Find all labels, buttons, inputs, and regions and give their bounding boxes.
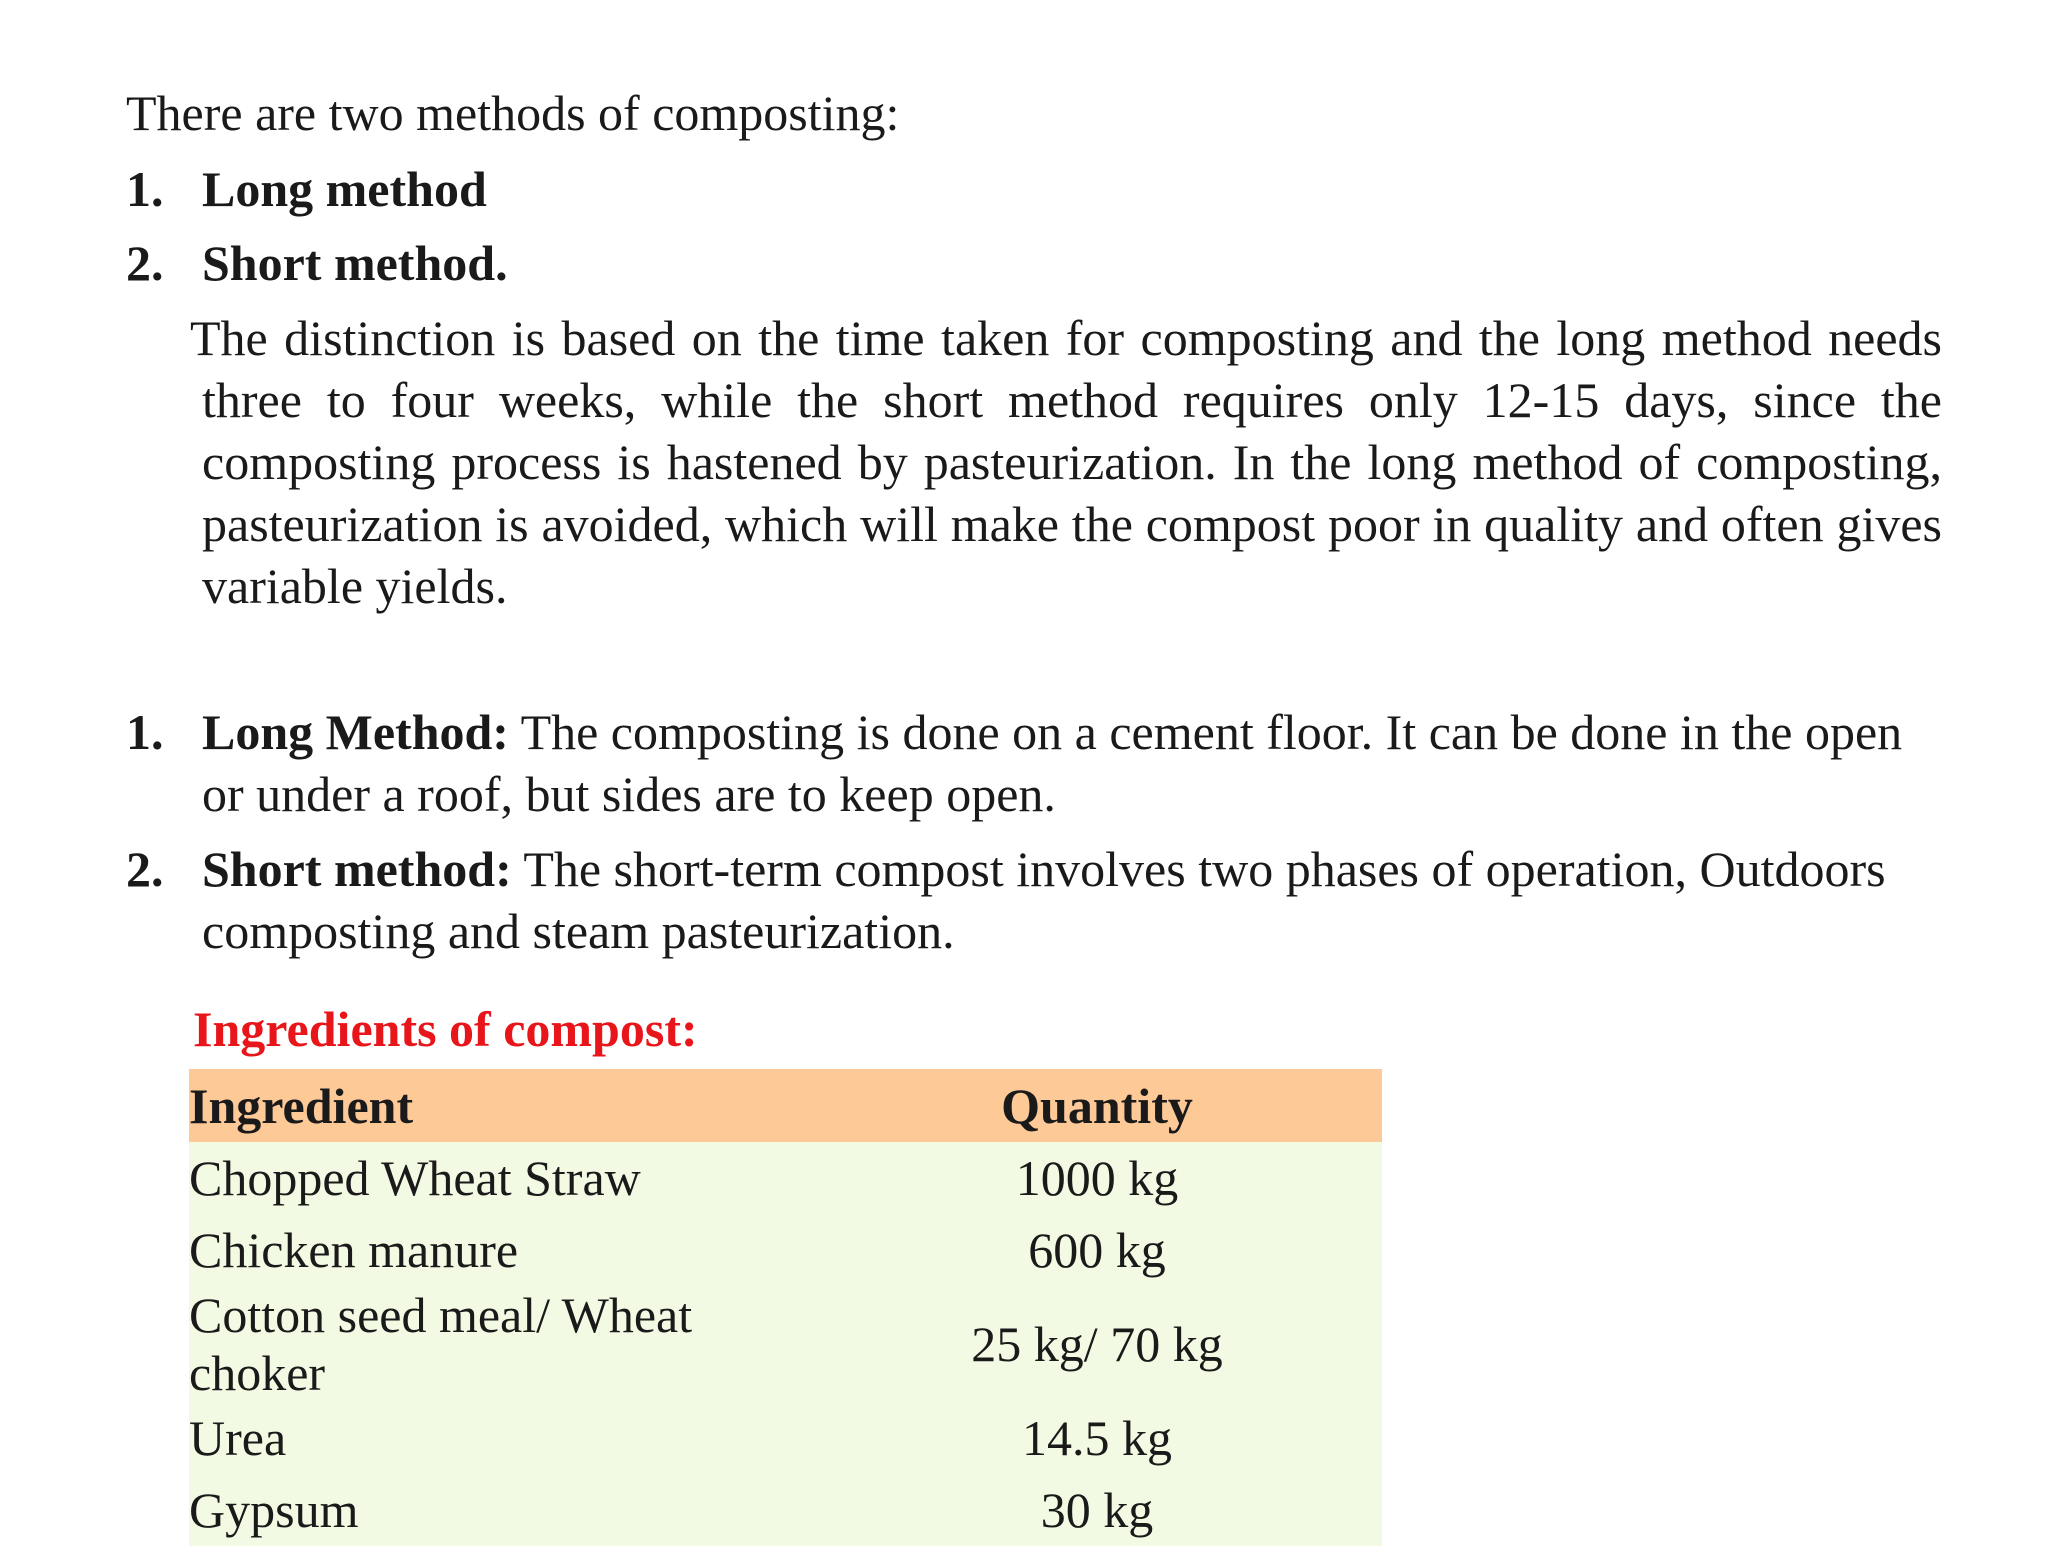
- short-method-detail: [202, 838, 1942, 962]
- quantity-cell: 600 kg: [812, 1214, 1382, 1286]
- table-row: [189, 1474, 1382, 1546]
- header-quantity: Quantity: [812, 1069, 1382, 1142]
- table-header-row: [189, 1069, 1382, 1142]
- list-number-2: 2.: [126, 235, 164, 291]
- long-method-text: The composting is done on a cement floor. It can be done in the open or under a roof, but sides are to keep open.: [202, 704, 1903, 822]
- header-ingredient: Ingredient: [189, 1069, 812, 1142]
- ingredient-cell: Chopped Wheat Straw: [189, 1142, 812, 1214]
- ingredient-cell: Chicken manure: [189, 1214, 812, 1286]
- table-row: [189, 1402, 1382, 1474]
- short-method-text: The short-term compost involves two phases of operation, Outdoors composting and steam pasteurization.: [202, 841, 1886, 959]
- table-row: [189, 1142, 1382, 1214]
- table-row: [189, 1214, 1382, 1286]
- method-list-item-short: Short method.: [202, 235, 508, 291]
- long-method-detail: [202, 701, 1942, 825]
- detail-number-2: 2.: [126, 841, 164, 897]
- quantity-cell: 25 kg/ 70 kg: [812, 1286, 1382, 1402]
- ingredient-cell: Urea: [189, 1402, 812, 1474]
- long-method-term: Long Method:: [202, 704, 509, 760]
- distinction-paragraph: The distinction is based on the time taken for composting and the long method needs three to four weeks, while the short method requires only 12-15 days, since the composting process is hastened by pasteurization. In the long method of composting, pasteurization is avoided, which will make the compost poor in quality and often gives variable yields.: [190, 310, 1942, 614]
- quantity-cell: 14.5 kg: [812, 1402, 1382, 1474]
- ingredient-cell: Cotton seed meal/ Wheat choker: [189, 1286, 812, 1402]
- quantity-cell: 30 kg: [812, 1474, 1382, 1546]
- detail-number-1: 1.: [126, 704, 164, 760]
- quantity-cell: 1000 kg: [812, 1142, 1382, 1214]
- list-number-1: 1.: [126, 161, 164, 217]
- table-row: [189, 1286, 1382, 1402]
- ingredients-table: [189, 1069, 1382, 1546]
- method-list-item-long: Long method: [202, 161, 487, 217]
- ingredients-title: Ingredients of compost:: [193, 1001, 698, 1057]
- short-method-term: Short method:: [202, 841, 512, 897]
- intro-text: There are two methods of composting:: [126, 85, 900, 141]
- ingredient-cell: Gypsum: [189, 1474, 812, 1546]
